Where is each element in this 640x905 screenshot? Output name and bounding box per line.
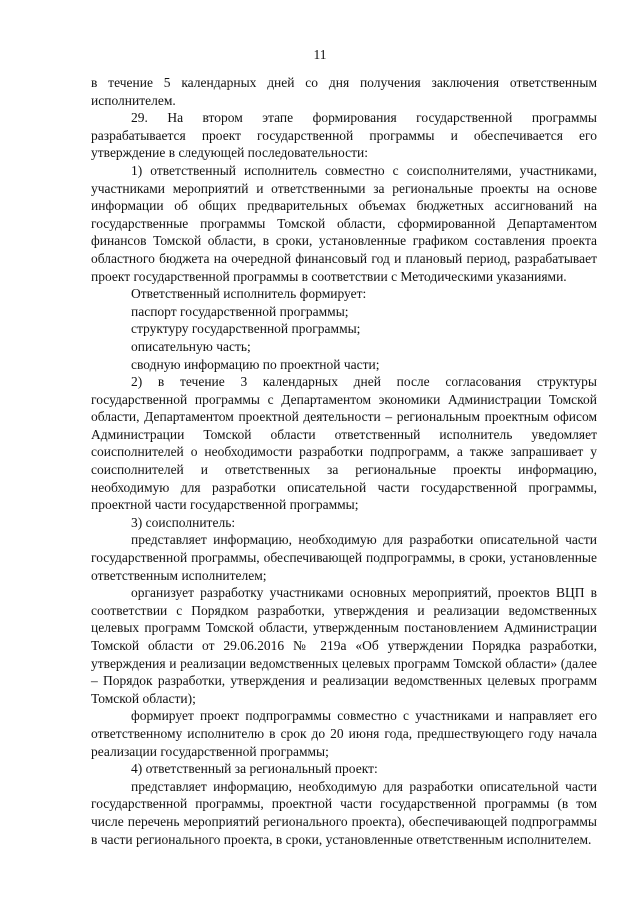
paragraph-co-executor-forms: формирует проект подпрограммы совместно с участниками и направляет его ответственному исполнителю в срок до 20 июня года, предшествующего году начала реализации государственной программы;	[91, 708, 597, 759]
page-number: 11	[313, 47, 327, 62]
paragraph-subitem-2: 2) в течение 3 календарных дней после согласования структуры государственной программы с Департаментом экономики Администрации Томской области, Департаментом проектной деятельности – региональным проектным офисом Администрации Томской области ответственный исполнитель уведомляет соисполнителей о необходимости разработки подпрограмм, а также запрашивает у соисполнителей и ответственных за региональные проекты информацию, необходимую для разработки описательной части государственной программы, проектной части государственной программы;	[91, 374, 597, 513]
paragraph-regional-project-info: представляет информацию, необходимую для разработки описательной части государственной программы, проектной части государственной программы (в том числе перечень мероприятий регионального проекта), обеспечивающей подпрограммы в части регионального проекта, в сроки, установленные ответственным исполнителем.	[91, 778, 597, 847]
paragraph-co-executor-info: представляет информацию, необходимую для разработки описательной части государственной программы, обеспечивающей подпрограммы, в сроки, установленные ответственным исполнителем;	[91, 532, 597, 583]
paragraph-forms-intro: Ответственный исполнитель формирует:	[131, 286, 367, 302]
paragraph-subitem-1: 1) ответственный исполнитель совместно с соисполнителями, участниками, участниками мероприятий и ответственными за региональные проекты на основе информации об общих предварительных объемах бюджетных ассигнований на государственные программы Томской области, сформированной Департаментом финансов Томской области, в сроки, установленные графиком составления проекта областного бюджета на очередной финансовый год и плановый период, разрабатывает проект государственной программы в соответствии с Методическими указаниями.	[91, 162, 597, 284]
paragraph-list-structure: структуру государственной программы;	[131, 321, 361, 337]
paragraph-list-passport: паспорт государственной программы;	[131, 303, 349, 319]
paragraph-co-executor-organizes: организует разработку участниками основных мероприятий, проектов ВЦП в соответствии с Порядком разработки, утверждения и реализации ведомственных целевых программ Томской области, утвержденным постановлением Администрации Томской области от 29.06.2016 № 219а «Об утверждении Порядка разработки, утверждения и реализации ведомственных целевых программ Томской области» (далее – Порядок разработки, утверждения и реализации ведомственных целевых программ Томской области);	[91, 585, 597, 706]
document-body	[91, 74, 597, 848]
paragraph-continuation: в течение 5 календарных дней со дня получения заключения ответственным исполнителем.	[91, 75, 597, 108]
paragraph-subitem-3: 3) соисполнитель:	[131, 514, 236, 530]
paragraph-item-29: 29. На втором этапе формирования государственной программы разрабатывается проект государственной программы и обеспечивается его утверждение в следующей последовательности:	[91, 110, 597, 161]
paragraph-list-descriptive: описательную часть;	[131, 338, 251, 354]
paragraph-list-summary: сводную информацию по проектной части;	[131, 356, 380, 372]
paragraph-subitem-4: 4) ответственный за региональный проект:	[131, 761, 378, 777]
